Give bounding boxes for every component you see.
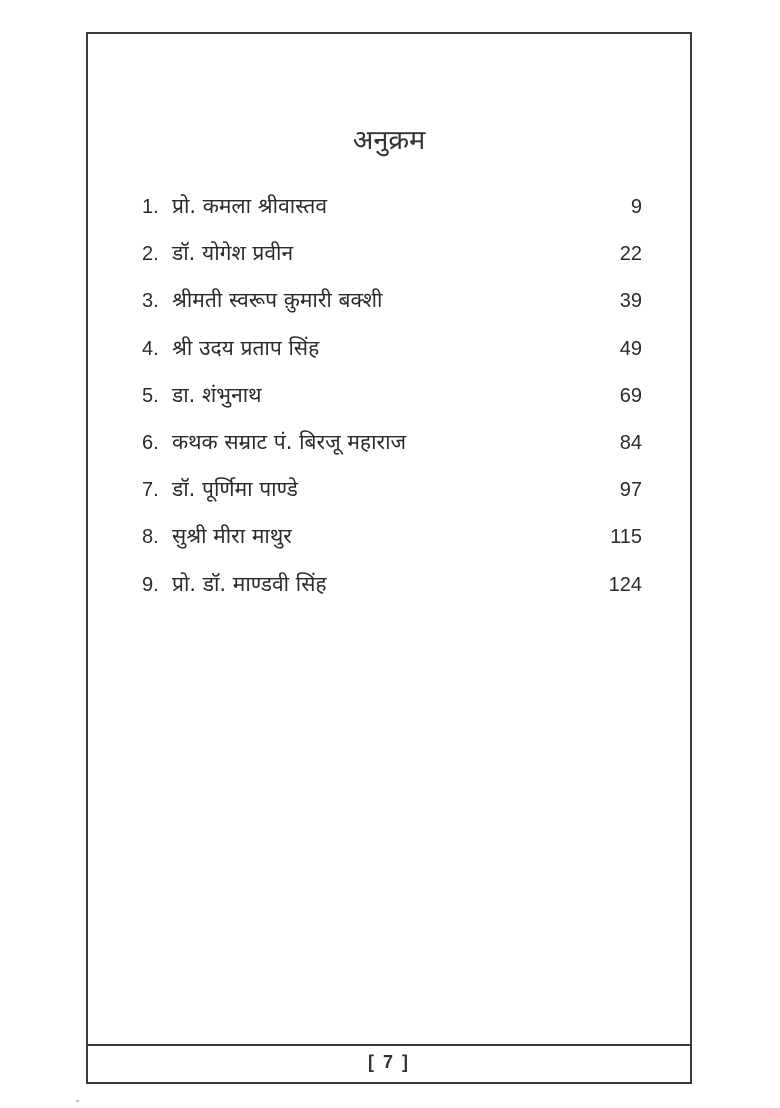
page-frame: [86, 32, 692, 1084]
toc-entry-page: 115: [610, 526, 642, 549]
toc-entry-page: 84: [619, 431, 642, 454]
toc-entry-number: 5.: [142, 384, 159, 407]
toc-entry-name: डॉ. पूर्णिमा पाण्डे: [172, 477, 298, 502]
toc-entry-number: 1.: [142, 196, 159, 218]
toc-entry-page: 39: [619, 290, 642, 313]
toc-entry-name: डॉ. योगेश प्रवीन: [172, 241, 294, 266]
toc-entry-page: 22: [619, 243, 642, 266]
page-number: [ 7 ]: [367, 1052, 410, 1072]
toc-entry-name: सुश्री मीरा माथुर: [172, 524, 292, 549]
toc-entry-9: [142, 570, 642, 617]
toc-entry-name: प्रो. कमला श्रीवास्तव: [172, 194, 328, 218]
toc-entry-6: [142, 428, 642, 475]
toc-entry-page: 9: [630, 196, 642, 218]
toc-entry-number: 9.: [142, 573, 159, 596]
toc-entry-7: [142, 475, 642, 522]
toc-entry-page: 49: [619, 337, 642, 360]
toc-entry-name: कथक सम्राट पं. बिरजू महाराज: [172, 429, 407, 454]
toc-entry-8: [142, 522, 642, 569]
toc-entry-number: 8.: [142, 526, 159, 549]
toc-entry-number: 7.: [142, 479, 159, 502]
toc-entry-5: [142, 381, 642, 428]
toc-entry-number: 4.: [142, 337, 159, 360]
toc-entry-number: 2.: [142, 243, 159, 266]
toc-entry-name: डा. शंभुनाथ: [172, 382, 262, 407]
scan-speck: [76, 1100, 79, 1102]
toc-entry-page: 69: [619, 384, 642, 407]
footer-divider: [88, 1044, 690, 1046]
toc-entry-2: [142, 239, 642, 286]
toc-entry-page: 97: [619, 479, 642, 502]
toc-entry-page: 124: [608, 573, 642, 596]
toc-entry-name: श्री उदय प्रताप सिंह: [172, 335, 320, 360]
toc-entry-4: [142, 334, 642, 381]
toc-entry-number: 6.: [142, 431, 159, 454]
toc-entry-1: [142, 192, 642, 239]
toc-list: [142, 192, 642, 617]
toc-entry-number: 3.: [142, 290, 159, 313]
toc-entry-name: श्रीमती स्वरूप क़ुमारी बक्शी: [172, 288, 383, 313]
toc-entry-name: प्रो. डॉ. माण्डवी सिंह: [172, 571, 327, 596]
toc-title: अनुक्रम: [352, 125, 426, 156]
toc-entry-3: [142, 286, 642, 333]
